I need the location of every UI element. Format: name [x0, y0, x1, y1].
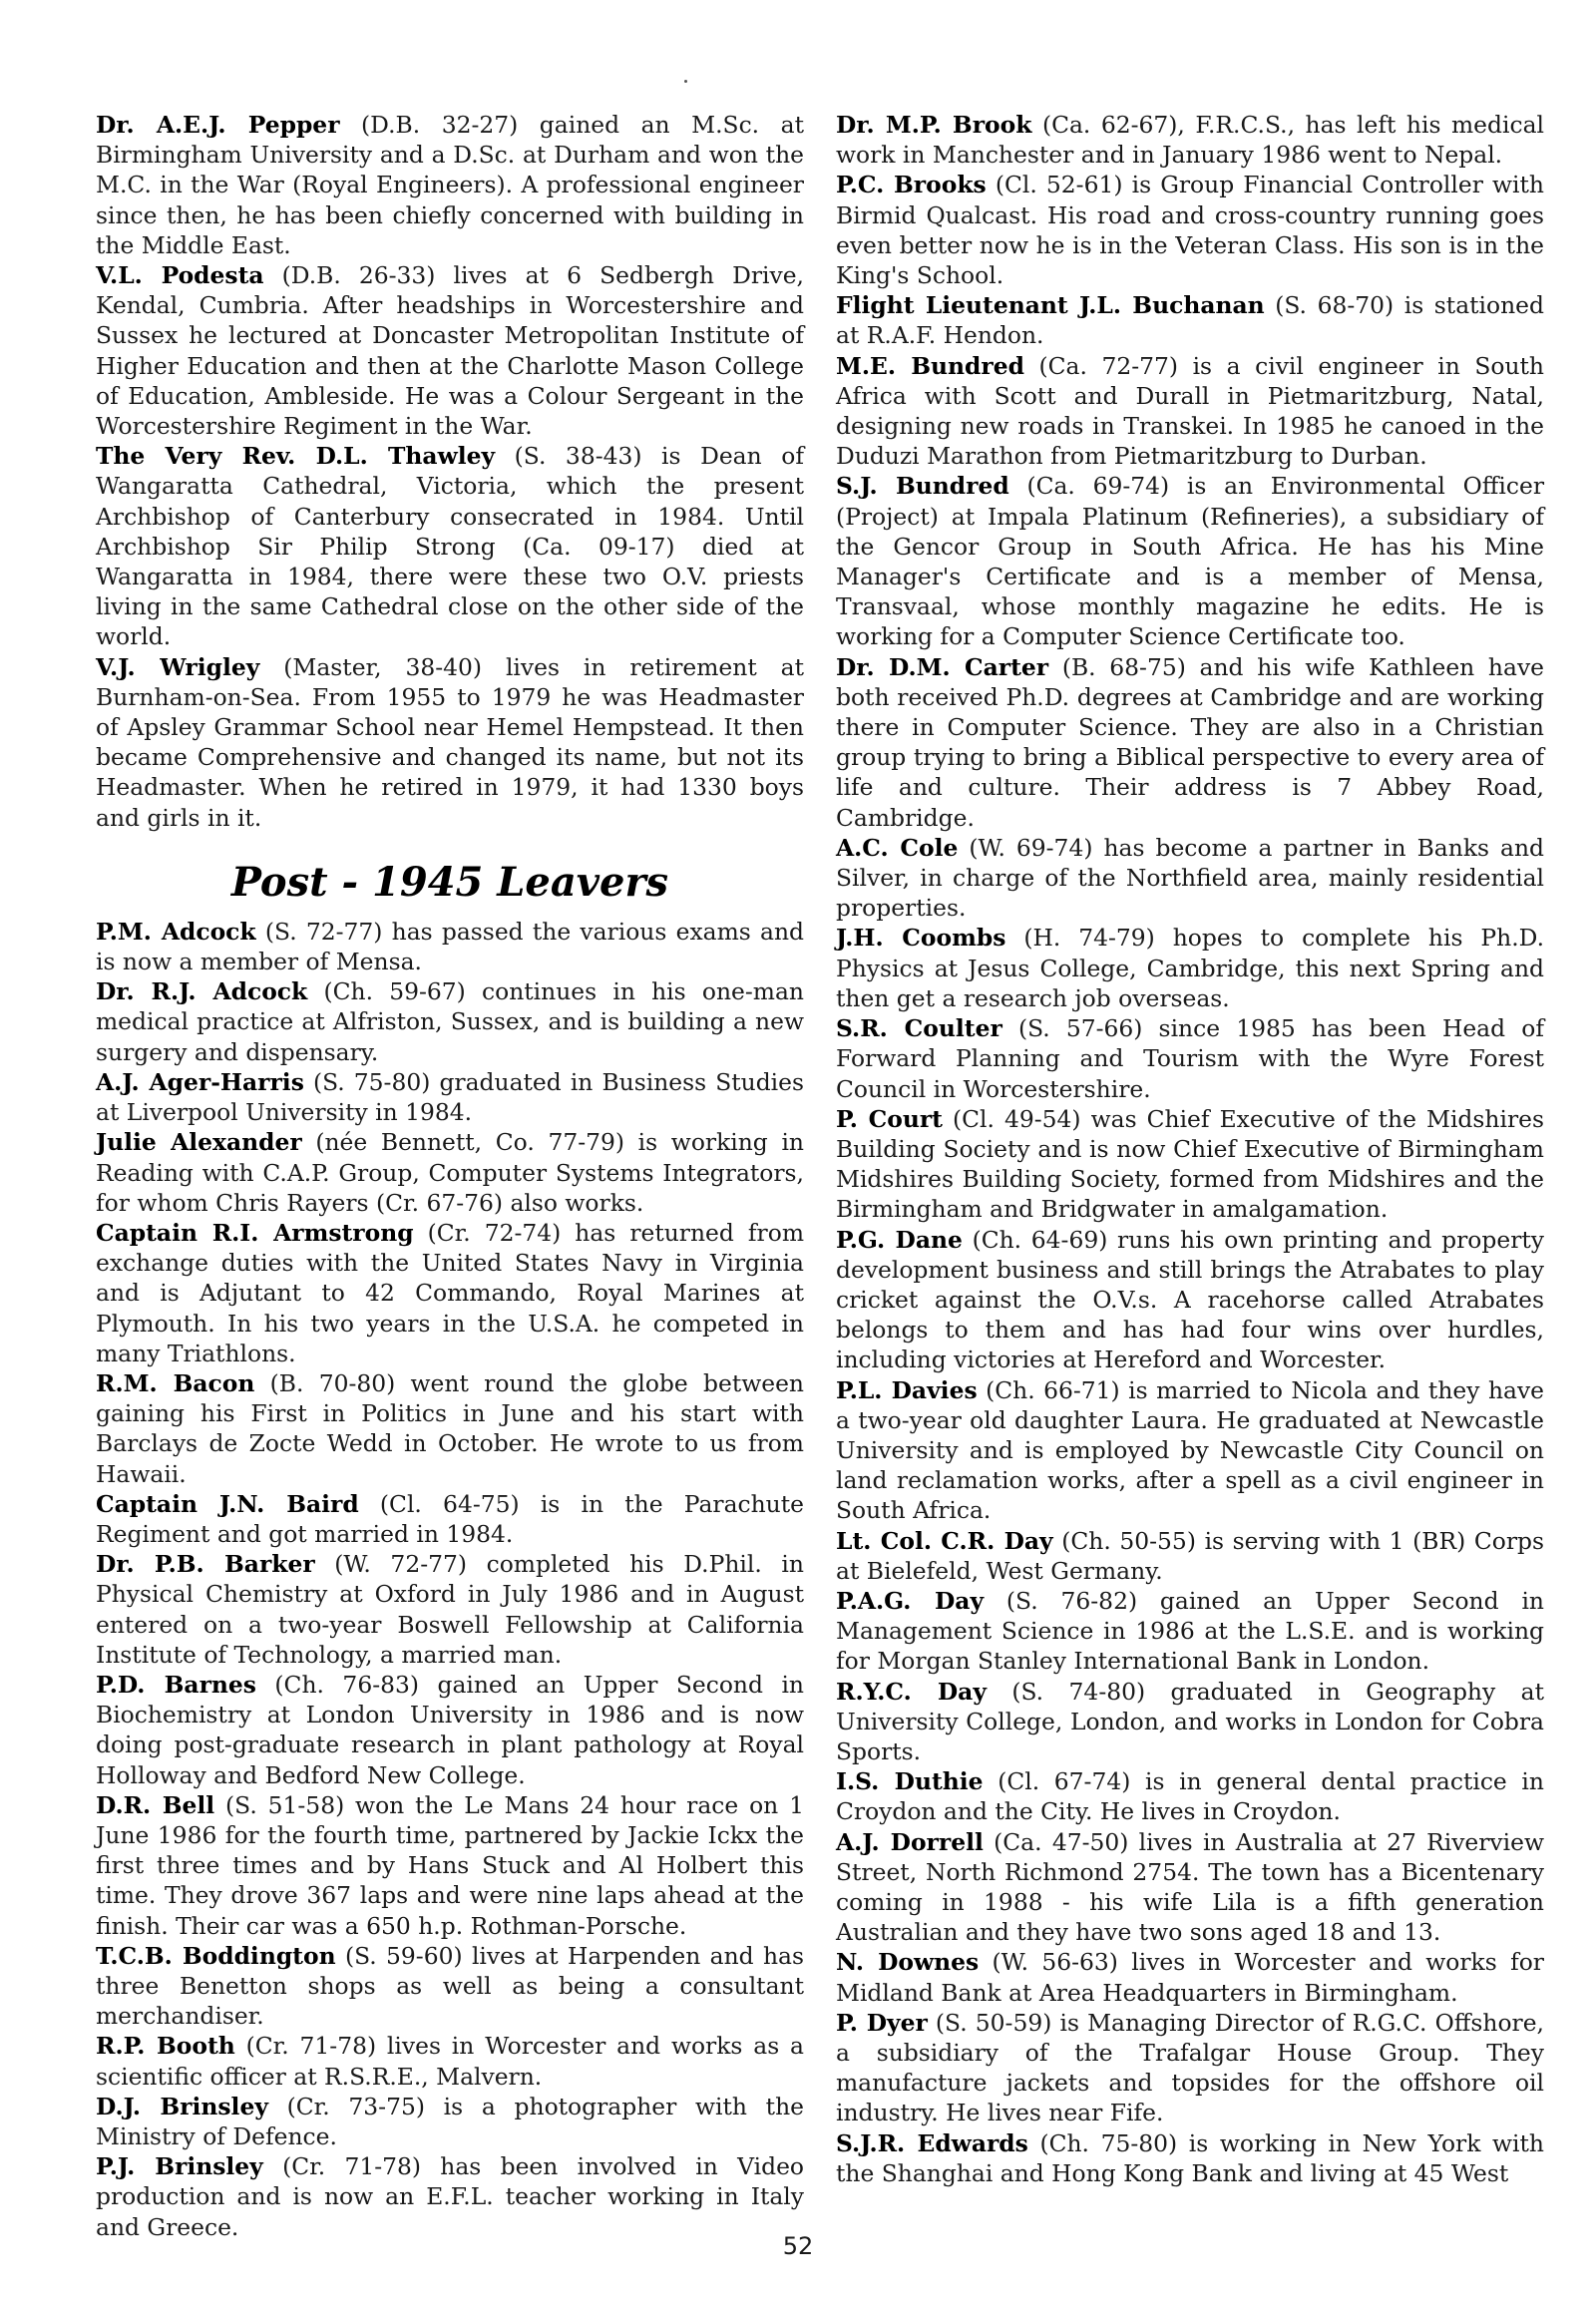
alumni-entry: [836, 2128, 1544, 2188]
alumni-entry: [836, 471, 1544, 651]
alumni-name: S.R. Coulter: [836, 1014, 1002, 1043]
alumni-description: (W. 72-77) completed his D.Phil. in Physical Chemistry at Oxford in July 1986 and in August entered on a two-year Boswell Fellowship at California Institute of Technology, a married man.: [96, 1550, 804, 1669]
alumni-name: P.M. Adcock: [96, 917, 256, 946]
alumni-entry: [836, 1104, 1544, 1225]
alumni-entry: [836, 1947, 1544, 2007]
alumni-description: (S. 38-43) is Dean of Wangaratta Cathedral, Victoria, which the present Archbishop of Canterbury consecrated in 1984. Until Archbishop Sir Philip Strong (Ca. 09-17) died at Wangaratta in 1984, there were these two O.V. priests living in the same Cathedral close on the other side of the world.: [96, 442, 804, 651]
alumni-name: P.J. Brinsley: [96, 2152, 263, 2181]
alumni-entry: [96, 1218, 804, 1368]
alumni-entry: [836, 2008, 1544, 2128]
alumni-name: D.R. Bell: [96, 1790, 215, 1819]
alumni-name: V.J. Wrigley: [96, 652, 260, 681]
alumni-entry: [836, 1677, 1544, 1767]
alumni-name: P. Court: [836, 1104, 943, 1133]
alumni-entry: [836, 351, 1544, 472]
alumni-description: (Ch. 66-71) is married to Nicola and they have a two-year old daughter Laura. He graduated at Newcastle University and is employed by Newcastle City Council on land reclamation works, after a spell as a civil engineer in South Africa.: [836, 1375, 1545, 1525]
alumni-name: Dr. A.E.J. Pepper: [96, 111, 340, 139]
pre-1945-entries: [96, 110, 804, 833]
alumni-description: (S. 75-80) graduated in Business Studies at Liverpool University in 1984.: [96, 1067, 804, 1127]
alumni-name: N. Downes: [836, 1948, 980, 1977]
alumni-name: Dr. P.B. Barker: [96, 1550, 315, 1579]
right-column: [836, 110, 1544, 2188]
alumni-description: (Ca. 47-50) lives in Australia at 27 Riverview Street, North Richmond 2754. The town has a Bicentenary coming in 1988 - his wife Lila is a fifth generation Australian and they have two sons aged 18 and 13.: [836, 1827, 1544, 1947]
alumni-entry: [96, 1941, 804, 2032]
alumni-entry: [96, 652, 804, 833]
alumni-name: The Very Rev. D.L. Thawley: [96, 442, 496, 471]
alumni-description: (Ch. 64-69) runs his own printing and property development business and still brings the Atrabates to play cricket against the O.V.s. A racehorse called Atrabates belongs to them and has had four wins over hurdles, including victories at Hereford and Worcester.: [836, 1225, 1544, 1374]
alumni-description: (Cr. 72-74) has returned from exchange duties with the United States Navy in Virginia and is Adjutant to 42 Commando, Royal Marines at Plymouth. In his two years in the U.S.A. he competed in many Triathlons.: [96, 1218, 804, 1367]
alumni-name: D.J. Brinsley: [96, 2092, 268, 2120]
alumni-entry: [96, 917, 804, 976]
alumni-description: (Cr. 71-78) lives in Worcester and works as a scientific officer at R.S.R.E., Malvern.: [96, 2032, 804, 2091]
page-number: 52: [782, 2232, 814, 2260]
right-column-entries: [836, 110, 1544, 2188]
alumni-description: (S. 76-82) gained an Upper Second in Management Science in 1986 at the L.S.E. and is working for Morgan Stanley International Bank in London.: [836, 1586, 1544, 1676]
alumni-description: (S. 50-59) is Managing Director of R.G.C. Offshore, a subsidiary of the Trafalgar House Group. They manufacture jackets and topsides for the offshore oil industry. He lives near Fife.: [836, 2008, 1544, 2127]
alumni-entry: [836, 1526, 1544, 1586]
alumni-description: (B. 68-75) and his wife Kathleen have both received Ph.D. degrees at Cambridge and are working there in Computer Science. They are also in a Christian group trying to bring a Biblical perspective to every area of life and culture. Their address is 7 Abbey Road, Cambridge.: [836, 652, 1544, 832]
alumni-name: R.Y.C. Day: [836, 1677, 987, 1706]
alumni-name: R.M. Bacon: [96, 1368, 255, 1397]
alumni-entry: [96, 1489, 804, 1549]
alumni-description: (B. 70-80) went round the globe between gaining his First in Politics in June and his start with Barclays de Zocte Wedd in October. He wrote to us from Hawaii.: [96, 1368, 804, 1488]
alumni-entry: [96, 1790, 804, 1941]
alumni-entry: [836, 1827, 1544, 1948]
alumni-description: (D.B. 32-27) gained an M.Sc. at Birmingham University and a D.Sc. at Durham and won the M.C. in the War (Royal Engineers). A professional engineer since then, he has been chiefly concerned with building in the Middle East.: [96, 111, 804, 259]
alumni-description: (Ch. 76-83) gained an Upper Second in Biochemistry at London University in 1986 and is now doing post-graduate research in plant pathology at Royal Holloway and Bedford New College.: [96, 1670, 804, 1789]
alumni-name: Dr. R.J. Adcock: [96, 977, 308, 1006]
alumni-description: (S. 57-66) since 1985 has been Head of Forward Planning and Tourism with the Wyre Forest Council in Worcestershire.: [836, 1014, 1545, 1103]
alumni-description: (S. 51-58) won the Le Mans 24 hour race on 1 June 1986 for the fourth time, partnered by Jackie Ickx the first three times and by Hans Stuck and Al Holbert this time. They drove 367 laps and were nine laps ahead at the finish. Their car was a 650 h.p. Rothman-Porsche.: [96, 1790, 804, 1940]
alumni-entry: [836, 110, 1544, 170]
alumni-description: (Ca. 62-67), F.R.C.S., has left his medical work in Manchester and in January 1986 went to Nepal.: [836, 111, 1545, 170]
alumni-entry: [96, 1368, 804, 1489]
alumni-name: S.J. Bundred: [836, 472, 1009, 501]
alumni-description: (Cl. 49-54) was Chief Executive of the Midshires Building Society and is now Chief Executive of Birmingham Midshires Building Society, formed from Midshires and the Birmingham and Bridgwater in amalgamation.: [836, 1104, 1544, 1224]
alumni-entry: [836, 1766, 1544, 1826]
alumni-description: (Cl. 64-75) is in the Parachute Regiment and got married in 1984.: [96, 1489, 804, 1548]
alumni-description: (W. 56-63) lives in Worcester and works for Midland Bank at Area Headquarters in Birmingham.: [836, 1948, 1544, 2007]
alumni-description: (Cl. 67-74) is in general dental practice in Croydon and the City. He lives in Croydon.: [836, 1767, 1544, 1826]
alumni-entry: [96, 1549, 804, 1670]
alumni-name: Dr. D.M. Carter: [836, 652, 1049, 681]
alumni-name: S.J.R. Edwards: [836, 2128, 1028, 2157]
alumni-entry: [96, 1127, 804, 1218]
alumni-name: P.G. Dane: [836, 1225, 963, 1254]
alumni-description: (S. 59-60) lives at Harpenden and has three Benetton shops as well as being a consultant merchandiser.: [96, 1941, 804, 2031]
alumni-name: R.P. Booth: [96, 2032, 235, 2061]
left-column: [96, 110, 804, 2242]
alumni-description: (Cr. 71-78) has been involved in Video production and is now an E.F.L. teacher working in Italy and Greece.: [96, 2152, 804, 2241]
alumni-name: A.J. Ager-Harris: [96, 1067, 304, 1096]
alumni-entry: [96, 2151, 804, 2242]
scan-speck: [684, 80, 687, 83]
alumni-name: P.A.G. Day: [836, 1586, 985, 1615]
alumni-entry: [836, 652, 1544, 833]
alumni-name: Captain R.I. Armstrong: [96, 1218, 414, 1247]
alumni-name: P.L. Davies: [836, 1375, 978, 1404]
alumni-name: T.C.B. Boddington: [96, 1941, 336, 1970]
alumni-name: I.S. Duthie: [836, 1767, 984, 1796]
alumni-entry: [836, 833, 1544, 924]
alumni-description: (Ch. 59-67) continues in his one-man medical practice at Alfriston, Sussex, and is building a new surgery and dispensary.: [96, 977, 804, 1066]
alumni-description: (née Bennett, Co. 77-79) is working in Reading with C.A.P. Group, Computer Systems Integrators, for whom Chris Rayers (Cr. 67-76) also works.: [96, 1128, 804, 1217]
alumni-entry: [836, 1013, 1544, 1104]
alumni-entry: [836, 170, 1544, 290]
alumni-entry: [836, 1586, 1544, 1677]
alumni-entry: [96, 976, 804, 1067]
alumni-name: M.E. Bundred: [836, 351, 1024, 380]
alumni-name: Dr. M.P. Brook: [836, 111, 1032, 139]
alumni-description: (W. 69-74) has become a partner in Banks and Silver, in charge of the Northfield area, mainly residential properties.: [836, 833, 1544, 923]
alumni-name: Flight Lieutenant J.L. Buchanan: [836, 291, 1265, 320]
alumni-entry: [836, 290, 1544, 350]
alumni-description: (S. 74-80) graduated in Geography at University College, London, and works in London for Cobra Sports.: [836, 1677, 1544, 1765]
alumni-entry: [836, 1375, 1544, 1526]
alumni-description: (Cl. 52-61) is Group Financial Controller with Birmid Qualcast. His road and cross-country running goes even better now he is in the Veteran Class. His son is in the King's School.: [836, 171, 1544, 290]
post-1945-entries: [96, 917, 804, 2242]
alumni-description: (Ch. 50-55) is serving with 1 (BR) Corps at Bielefeld, West Germany.: [836, 1526, 1544, 1585]
alumni-description: (S. 72-77) has passed the various exams and is now a member of Mensa.: [96, 917, 804, 976]
alumni-name: A.C. Cole: [836, 833, 959, 862]
alumni-description: (D.B. 26-33) lives at 6 Sedbergh Drive, Kendal, Cumbria. After headships in Worcestershire and Sussex he lectured at Doncaster Metropolitan Institute of Higher Education and then at the Charlotte Mason College of Education, Ambleside. He was a Colour Sergeant in the Worcestershire Regiment in the War.: [96, 261, 804, 441]
alumni-name: A.J. Dorrell: [836, 1827, 984, 1856]
alumni-entry: [96, 110, 804, 260]
alumni-name: Lt. Col. C.R. Day: [836, 1526, 1053, 1555]
alumni-name: P. Dyer: [836, 2008, 928, 2037]
alumni-description: (Master, 38-40) lives in retirement at Burnham-on-Sea. From 1955 to 1979 he was Headmaster of Apsley Grammar School near Hemel Hempstead. It then became Comprehensive and changed its name, but not its Headmaster. When he retired in 1979, it had 1330 boys and girls in it.: [96, 652, 804, 832]
alumni-name: P.D. Barnes: [96, 1670, 256, 1699]
alumni-description: (Ch. 75-80) is working in New York with the Shanghai and Hong Kong Bank and living at 45 West: [836, 2128, 1544, 2187]
alumni-description: (S. 68-70) is stationed at R.A.F. Hendon.: [836, 291, 1544, 350]
section-heading: Post - 1945 Leavers: [230, 858, 669, 906]
alumni-entry: [836, 1225, 1544, 1375]
alumni-name: V.L. Podesta: [96, 261, 264, 290]
alumni-entry: [96, 2031, 804, 2091]
alumni-description: (Ca. 72-77) is a civil engineer in South Africa with Scott and Durall in Pietmaritzburg, Natal, designing new roads in Transkei. In 1985 he canoed in the Duduzi Marathon from Pietmaritzburg to Durban.: [836, 351, 1544, 471]
alumni-entry: [836, 923, 1544, 1013]
alumni-name: J.H. Coombs: [836, 924, 1006, 953]
alumni-description: (H. 74-79) hopes to complete his Ph.D. Physics at Jesus College, Cambridge, this next Spring and then get a research job overseas.: [836, 924, 1544, 1012]
alumni-name: P.C. Brooks: [836, 171, 987, 199]
alumni-entry: [96, 2092, 804, 2151]
alumni-entry: [96, 441, 804, 651]
alumni-entry: [96, 1067, 804, 1127]
alumni-description: (Cr. 73-75) is a photographer with the Ministry of Defence.: [96, 2092, 804, 2150]
alumni-description: (Ca. 69-74) is an Environmental Officer (Project) at Impala Platinum (Refineries), a subsidiary of the Gencor Group in South Africa. He has his Mine Manager's Certificate and is a member of Mensa, Transvaal, whose monthly magazine he edits. He is working for a Computer Science Certificate too.: [836, 472, 1545, 651]
alumni-name: Captain J.N. Baird: [96, 1489, 359, 1518]
alumni-entry: [96, 260, 804, 441]
alumni-entry: [96, 1670, 804, 1790]
alumni-name: Julie Alexander: [96, 1128, 302, 1157]
